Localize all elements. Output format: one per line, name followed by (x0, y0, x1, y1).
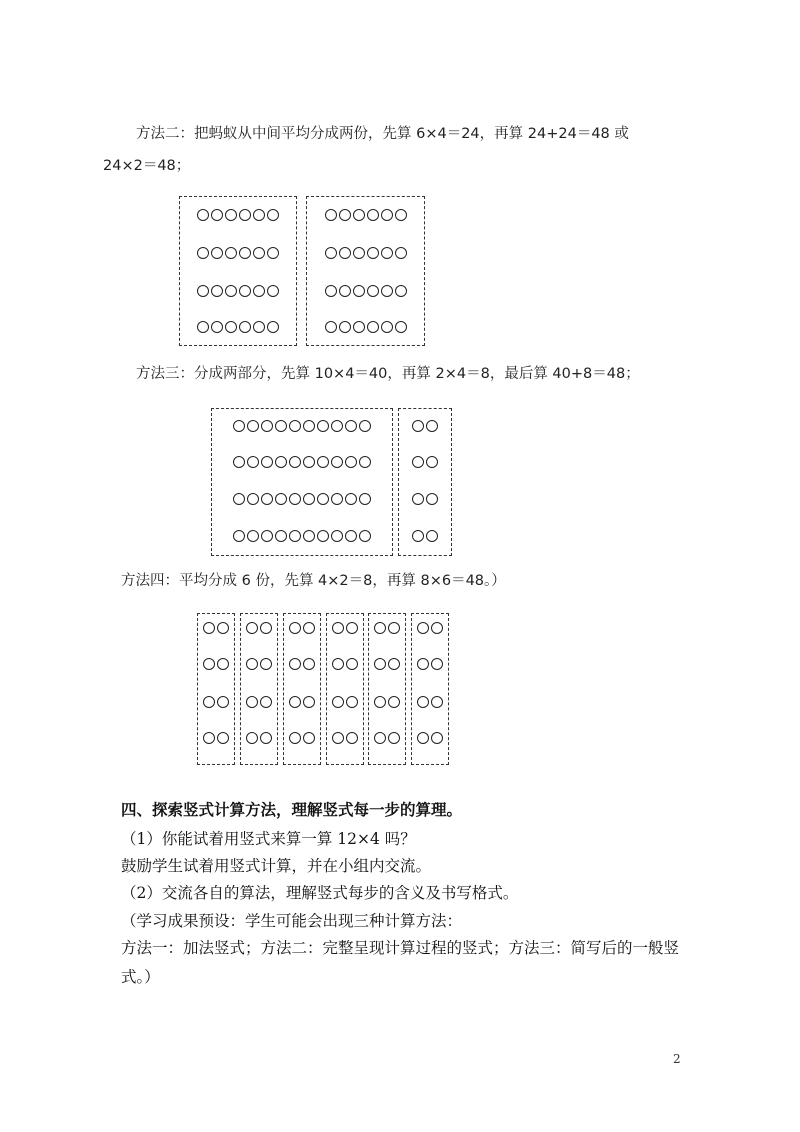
circle-dot (346, 732, 358, 744)
dot-group (179, 196, 297, 346)
dot-row (369, 696, 405, 708)
circle-dot (325, 247, 337, 259)
circle-dot (289, 493, 301, 505)
circle-dot (303, 622, 315, 634)
circle-dot (374, 658, 386, 670)
circle-dot (412, 456, 424, 468)
circle-dot (211, 285, 223, 297)
circle-dot (345, 530, 357, 542)
dot-group (240, 613, 278, 765)
circle-dot (239, 321, 251, 333)
circle-dot (275, 493, 287, 505)
circle-dot (426, 530, 438, 542)
circle-dot (246, 658, 258, 670)
dot-row (180, 209, 296, 221)
circle-dot (203, 696, 215, 708)
circle-dot (332, 658, 344, 670)
circle-dot (381, 321, 393, 333)
circle-dot (203, 622, 215, 634)
circle-dot (217, 696, 229, 708)
circle-dot (289, 456, 301, 468)
circle-dot (317, 530, 329, 542)
circle-dot (431, 622, 443, 634)
circle-dot (339, 247, 351, 259)
circle-dot (289, 622, 301, 634)
circle-dot (374, 696, 386, 708)
circle-dot (253, 285, 265, 297)
dot-row (180, 285, 296, 297)
circle-dot (367, 247, 379, 259)
dot-row (180, 247, 296, 259)
dot-row (399, 420, 451, 432)
circle-dot (388, 658, 400, 670)
circle-dot (260, 696, 272, 708)
circle-dot (374, 622, 386, 634)
circle-dot (303, 696, 315, 708)
circle-dot (275, 456, 287, 468)
body-line-6: 式。） (121, 968, 160, 986)
circle-dot (346, 658, 358, 670)
circle-dot (247, 493, 259, 505)
circle-dot (289, 732, 301, 744)
dot-row (307, 321, 424, 333)
circle-dot (253, 209, 265, 221)
section-heading: 四、探索竖式计算方法，理解竖式每一步的算理。 (121, 800, 463, 819)
circle-dot (395, 285, 407, 297)
circle-dot (412, 420, 424, 432)
circle-dot (239, 285, 251, 297)
circle-dot (197, 321, 209, 333)
dot-row (412, 696, 448, 708)
circle-dot (246, 732, 258, 744)
circle-dot (417, 658, 429, 670)
dot-row (369, 622, 405, 634)
circle-dot (260, 658, 272, 670)
circle-dot (211, 321, 223, 333)
circle-dot (353, 209, 365, 221)
circle-dot (317, 420, 329, 432)
circle-dot (412, 530, 424, 542)
dot-row (212, 420, 392, 432)
dot-row (198, 696, 234, 708)
circle-dot (317, 456, 329, 468)
circle-dot (303, 530, 315, 542)
dot-row (212, 456, 392, 468)
circle-dot (353, 285, 365, 297)
circle-dot (253, 247, 265, 259)
circle-dot (359, 420, 371, 432)
circle-dot (267, 321, 279, 333)
circle-dot (303, 732, 315, 744)
circle-dot (289, 658, 301, 670)
dot-row (399, 530, 451, 542)
circle-dot (381, 209, 393, 221)
circle-dot (267, 209, 279, 221)
circle-dot (339, 285, 351, 297)
circle-dot (431, 732, 443, 744)
circle-dot (267, 247, 279, 259)
dot-group (306, 196, 425, 346)
circle-dot (289, 420, 301, 432)
circle-dot (275, 530, 287, 542)
circle-dot (359, 493, 371, 505)
circle-dot (217, 622, 229, 634)
circle-dot (426, 493, 438, 505)
circle-dot (353, 247, 365, 259)
circle-dot (367, 285, 379, 297)
dot-row (198, 732, 234, 744)
circle-dot (247, 420, 259, 432)
dot-row (327, 732, 363, 744)
circle-dot (303, 456, 315, 468)
circle-dot (261, 493, 273, 505)
circle-dot (247, 530, 259, 542)
dot-group (326, 613, 364, 765)
dot-row (399, 456, 451, 468)
dot-row (307, 209, 424, 221)
circle-dot (239, 209, 251, 221)
circle-dot (353, 321, 365, 333)
dot-row (327, 696, 363, 708)
circle-dot (211, 209, 223, 221)
circle-dot (346, 622, 358, 634)
circle-dot (267, 285, 279, 297)
circle-dot (289, 530, 301, 542)
circle-dot (239, 247, 251, 259)
dot-row (212, 530, 392, 542)
dot-row (241, 658, 277, 670)
dot-row (327, 658, 363, 670)
dot-row (399, 493, 451, 505)
circle-dot (339, 321, 351, 333)
method3-text: 方法三：分成两部分，先算 10×4＝40，再算 2×4＝8，最后算 40+8＝48； (136, 366, 640, 382)
dot-row (284, 622, 320, 634)
circle-dot (225, 285, 237, 297)
circle-dot (233, 493, 245, 505)
circle-dot (225, 321, 237, 333)
circle-dot (233, 420, 245, 432)
circle-dot (260, 732, 272, 744)
circle-dot (388, 622, 400, 634)
circle-dot (275, 420, 287, 432)
circle-dot (197, 247, 209, 259)
dot-row (284, 658, 320, 670)
circle-dot (211, 247, 223, 259)
body-line-5: 方法一：加法竖式；方法二：完整呈现计算过程的竖式；方法三：简写后的一般竖 (121, 939, 680, 957)
circle-dot (339, 209, 351, 221)
circle-dot (381, 247, 393, 259)
dot-row (412, 732, 448, 744)
method2-line2: 24×2＝48； (103, 158, 191, 174)
dot-row (307, 247, 424, 259)
circle-dot (303, 658, 315, 670)
circle-dot (325, 209, 337, 221)
circle-dot (331, 493, 343, 505)
dot-row (369, 732, 405, 744)
circle-dot (345, 493, 357, 505)
circle-dot (261, 420, 273, 432)
circle-dot (417, 732, 429, 744)
circle-dot (197, 285, 209, 297)
circle-dot (217, 658, 229, 670)
circle-dot (325, 321, 337, 333)
circle-dot (417, 622, 429, 634)
dot-group (197, 613, 235, 765)
body-line-2: 鼓励学生试着用竖式计算，并在小组内交流。 (121, 857, 432, 875)
dot-group (411, 613, 449, 765)
circle-dot (426, 456, 438, 468)
circle-dot (381, 285, 393, 297)
dot-row (412, 622, 448, 634)
circle-dot (203, 732, 215, 744)
circle-dot (431, 658, 443, 670)
circle-dot (233, 530, 245, 542)
circle-dot (388, 696, 400, 708)
circle-dot (233, 456, 245, 468)
circle-dot (331, 420, 343, 432)
circle-dot (303, 493, 315, 505)
circle-dot (217, 732, 229, 744)
circle-dot (197, 209, 209, 221)
circle-dot (289, 696, 301, 708)
circle-dot (359, 530, 371, 542)
circle-dot (203, 658, 215, 670)
body-line-3: （2）交流各自的算法，理解竖式每步的含义及书写格式。 (121, 884, 519, 902)
circle-dot (261, 530, 273, 542)
dot-group (398, 408, 452, 556)
circle-dot (345, 456, 357, 468)
circle-dot (303, 420, 315, 432)
circle-dot (346, 696, 358, 708)
circle-dot (426, 420, 438, 432)
circle-dot (246, 622, 258, 634)
circle-dot (431, 696, 443, 708)
dot-row (212, 493, 392, 505)
dot-group (211, 408, 393, 556)
circle-dot (332, 622, 344, 634)
dot-row (412, 658, 448, 670)
circle-dot (367, 321, 379, 333)
method2-line1: 方法二：把蚂蚁从中间平均分成两份，先算 6×4＝24，再算 24+24＝48 或 (136, 126, 629, 142)
circle-dot (331, 530, 343, 542)
dot-row (284, 696, 320, 708)
dot-row (241, 696, 277, 708)
circle-dot (345, 420, 357, 432)
dot-group (368, 613, 406, 765)
page-number: 2 (673, 1052, 681, 1066)
dot-row (241, 732, 277, 744)
dot-row (241, 622, 277, 634)
circle-dot (367, 209, 379, 221)
circle-dot (395, 321, 407, 333)
circle-dot (253, 321, 265, 333)
circle-dot (412, 493, 424, 505)
dot-group (283, 613, 321, 765)
circle-dot (332, 732, 344, 744)
body-line-4: （学习成果预设：学生可能会出现三种计算方法： (121, 912, 463, 930)
dot-row (198, 658, 234, 670)
circle-dot (331, 456, 343, 468)
dot-row (327, 622, 363, 634)
dot-row (180, 321, 296, 333)
circle-dot (325, 285, 337, 297)
circle-dot (260, 622, 272, 634)
dot-row (198, 622, 234, 634)
body-line-1: （1）你能试着用竖式来算一算 12×4 吗？ (121, 830, 416, 848)
method4-text: 方法四：平均分成 6 份，先算 4×2＝8，再算 8×6＝48。） (121, 573, 506, 589)
dot-row (369, 658, 405, 670)
circle-dot (417, 696, 429, 708)
dot-row (307, 285, 424, 297)
circle-dot (395, 247, 407, 259)
circle-dot (332, 696, 344, 708)
circle-dot (359, 456, 371, 468)
circle-dot (388, 732, 400, 744)
dot-row (284, 732, 320, 744)
circle-dot (317, 493, 329, 505)
circle-dot (374, 732, 386, 744)
circle-dot (225, 247, 237, 259)
circle-dot (261, 456, 273, 468)
circle-dot (247, 456, 259, 468)
circle-dot (225, 209, 237, 221)
circle-dot (246, 696, 258, 708)
circle-dot (395, 209, 407, 221)
